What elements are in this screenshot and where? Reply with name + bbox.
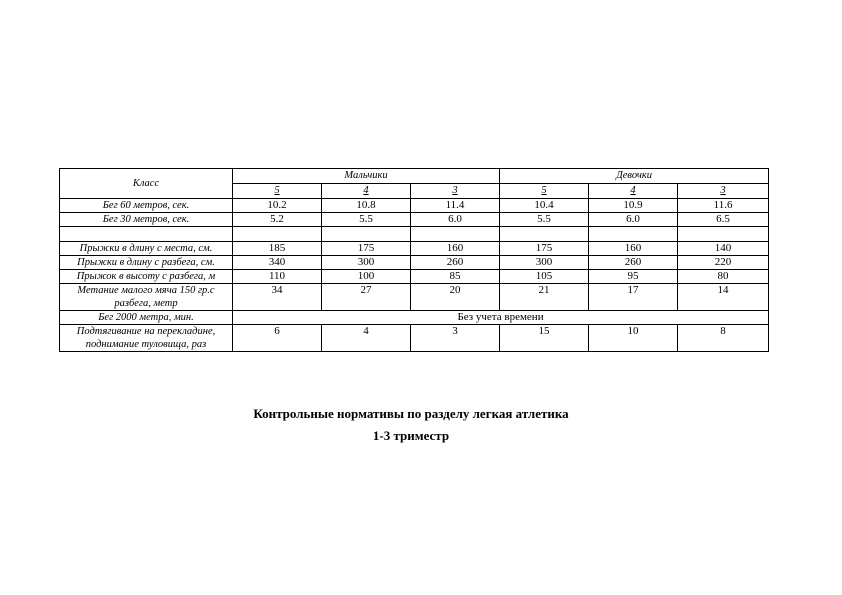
- value-cell: 10.8: [322, 199, 411, 213]
- table-row: [60, 242, 769, 256]
- empty-cell: [589, 227, 678, 242]
- empty-cell: [60, 227, 233, 242]
- value-cell: 85: [411, 270, 500, 284]
- row-label: Прыжок в высоту с разбега, м: [60, 270, 233, 284]
- value-cell: 175: [500, 242, 589, 256]
- value-cell: 21: [500, 284, 589, 311]
- value-cell: 105: [500, 270, 589, 284]
- empty-cell: [411, 227, 500, 242]
- value-cell: 220: [678, 256, 769, 270]
- value-cell: 95: [589, 270, 678, 284]
- empty-cell: [322, 227, 411, 242]
- standards-table: [59, 168, 769, 352]
- value-cell: 5.5: [322, 213, 411, 227]
- value-cell: 160: [411, 242, 500, 256]
- empty-cell: [500, 227, 589, 242]
- table-row: [60, 284, 769, 311]
- merged-value-cell: Без учета времени: [233, 311, 769, 325]
- value-cell: 260: [411, 256, 500, 270]
- value-cell: 10: [589, 325, 678, 352]
- grade-cell: 4: [589, 184, 678, 199]
- table-row: [60, 256, 769, 270]
- caption-title: Контрольные нормативы по разделу легкая атлетика: [253, 406, 569, 421]
- value-cell: 6.5: [678, 213, 769, 227]
- value-cell: 11.6: [678, 199, 769, 213]
- grade-cell: 3: [411, 184, 500, 199]
- caption-subtitle: 1-3 триместр: [372, 428, 450, 443]
- value-cell: 15: [500, 325, 589, 352]
- boys-header: Мальчики: [233, 169, 500, 184]
- value-cell: 80: [678, 270, 769, 284]
- row-label: Бег 30 метров, сек.: [60, 213, 233, 227]
- group-header-row: [60, 169, 769, 184]
- class-header: Класс: [60, 169, 233, 199]
- value-cell: 10.9: [589, 199, 678, 213]
- value-cell: 6: [233, 325, 322, 352]
- value-cell: 100: [322, 270, 411, 284]
- empty-cell: [678, 227, 769, 242]
- row-label: Бег 2000 метра, мин.: [60, 311, 233, 325]
- value-cell: 27: [322, 284, 411, 311]
- table-row: [60, 325, 769, 352]
- row-label: Прыжки в длину с места, см.: [60, 242, 233, 256]
- value-cell: 14: [678, 284, 769, 311]
- girls-header: Девочки: [500, 169, 769, 184]
- grade-cell: 5: [500, 184, 589, 199]
- value-cell: 340: [233, 256, 322, 270]
- value-cell: 300: [500, 256, 589, 270]
- row-label: Бег 60 метров, сек.: [60, 199, 233, 213]
- value-cell: 5.2: [233, 213, 322, 227]
- row-label: Метание малого мяча 150 гр.с разбега, метр: [60, 284, 233, 311]
- value-cell: 140: [678, 242, 769, 256]
- value-cell: 160: [589, 242, 678, 256]
- value-cell: 10.4: [500, 199, 589, 213]
- empty-cell: [233, 227, 322, 242]
- value-cell: 175: [322, 242, 411, 256]
- value-cell: 11.4: [411, 199, 500, 213]
- value-cell: 260: [589, 256, 678, 270]
- table-row: [60, 213, 769, 227]
- empty-row: [60, 227, 769, 242]
- value-cell: 110: [233, 270, 322, 284]
- table-row: [60, 270, 769, 284]
- value-cell: 5.5: [500, 213, 589, 227]
- grade-cell: 4: [322, 184, 411, 199]
- value-cell: 10.2: [233, 199, 322, 213]
- value-cell: 17: [589, 284, 678, 311]
- table-row: [60, 311, 769, 325]
- grade-cell: 5: [233, 184, 322, 199]
- value-cell: 8: [678, 325, 769, 352]
- value-cell: 34: [233, 284, 322, 311]
- value-cell: 6.0: [589, 213, 678, 227]
- value-cell: 185: [233, 242, 322, 256]
- table-row: [60, 199, 769, 213]
- value-cell: 20: [411, 284, 500, 311]
- value-cell: 6.0: [411, 213, 500, 227]
- row-label: Подтягивание на перекладине, поднимание туловища, раз: [60, 325, 233, 352]
- grade-cell: 3: [678, 184, 769, 199]
- row-label: Прыжки в длину с разбега, см.: [60, 256, 233, 270]
- value-cell: 3: [411, 325, 500, 352]
- value-cell: 300: [322, 256, 411, 270]
- value-cell: 4: [322, 325, 411, 352]
